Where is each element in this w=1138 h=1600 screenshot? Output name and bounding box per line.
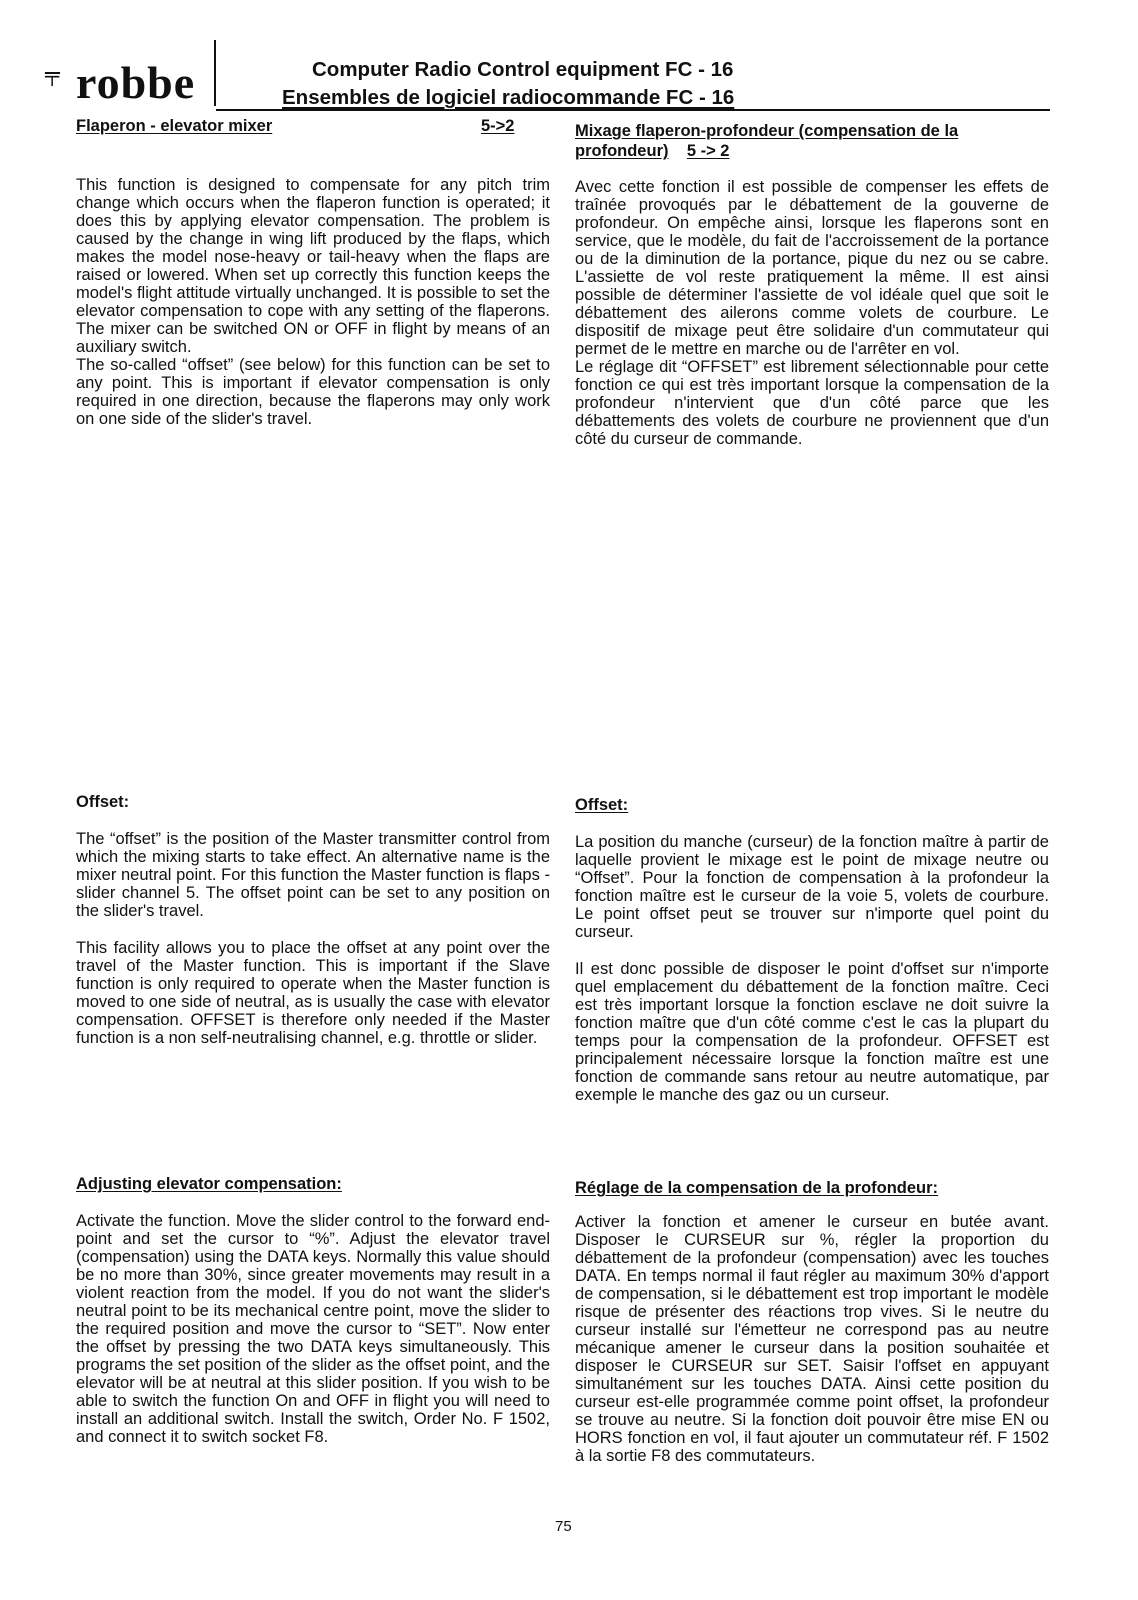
adjust-body-fr [575, 1213, 1049, 1465]
page-number: 75 [555, 1518, 572, 1535]
offset-para-en-2: This facility allows you to place the offset at any point over the travel of the Master function. This is important if the Slave function is only required to operate when the Master function is moved to one side of neutral, as is usually the case with elevator compensation. OFFSET is therefore only needed if the Master function is a non self-neutralising channel, e.g. throttle or slider. [76, 939, 550, 1047]
adjust-para-en: Activate the function. Move the slider control to the forward end-point and set the cursor to “%”. Adjust the elevator travel (compensation) using the DATA keys. Normally this value should be no more than 30%, since greater movements may result in a violent reaction from the model. If you do not want the slider's neutral point to be its mechanical centre point, move the slider to the required position and move the cursor to “SET”. Now enter the offset by pressing the two DATA keys simultaneously. This programs the set position of the slider as the offset point, and the elevator will be at neutral at this slider position. If you wish to be able to switch the function On and OFF in flight you will need to install an additional switch. Install the switch, Order No. F 1502, and connect it to switch socket F8. [76, 1212, 550, 1446]
section-heading-en: Flaperon - elevator mixer [76, 117, 273, 135]
header-rule [216, 109, 1050, 111]
offset-para-en-1: The “offset” is the position of the Master transmitter control from which the mixing starts to take effect. An alternative name is the mixer neutral point. For this function the Master function is flaps - slider channel 5. The offset point can be set to any position on the slider's travel. [76, 830, 550, 920]
section-code-fr: 5 -> 2 [686, 142, 730, 160]
section1-para-en-1: This function is designed to compensate for any pitch trim change which occurs when the flaperon function is operated; it does this by applying elevator compensation. The problem is caused by the change in wing lift produced by the flaps, which makes the model nose-heavy or tail-heavy when the flaps are raised or lowered. When set up correctly this function keeps the model's flight attitude virtually unchanged. It is possible to set the elevator compensation to cope with any setting of the flaperons. The mixer can be switched ON or OFF in flight by means of an auxiliary switch. [76, 176, 550, 356]
adjust-para-fr: Activer la fonction et amener le curseur en butée avant. Disposer le CURSEUR sur %, régler la proportion du débattement de la profondeur (compensation) avec les touches DATA. En temps normal il faut régler au maximum 30% d'apport de compensation, si le débattement est trop important le modèle risque de présenter des réactions trop vives. Si le neutre du curseur installé sur l'émetteur ne correspond pas au neutre mécanique amener le curseur dans la position souhaitée et disposer le CURSEUR sur SET. Saisir l'offset en appuyant simultanément sur les touches DATA. Ainsi cette position du curseur est-elle programmée comme point offset, la profondeur se trouve au neutre. Si la fonction doit pouvoir être mise EN ou HORS fonction en vol, il faut ajouter un commutateur réf. F 1502 à la sortie F8 des commutateurs. [575, 1213, 1049, 1465]
offset-body-fr [575, 833, 1049, 1104]
section-heading-fr-text: Mixage flaperon-profondeur (compensation de la profondeur) [575, 122, 959, 160]
header-title-fr: Ensembles de logiciel radiocommande FC - 16 [282, 86, 735, 109]
adjust-heading-en: Adjusting elevator compensation: [76, 1175, 342, 1193]
header-title-en: Computer Radio Control equipment FC - 16 [312, 58, 734, 81]
offset-para-fr-1: La position du manche (curseur) de la fonction maître à partir de laquelle provient le mixage est le point de mixage neutre ou “Offset”. Pour la fonction de compensation à la profondeur la fonction maître est le curseur de la voie 5, volets de courbure. Le point offset peut se trouver sur n'importe quel point du curseur. [575, 833, 1049, 941]
offset-heading-fr: Offset: [575, 796, 629, 814]
offset-heading-en: Offset: [76, 793, 130, 811]
offset-para-fr-2: Il est donc possible de disposer le point d'offset sur n'importe quel emplacement du débattement de la fonction maître. Ceci est très important lorsque la fonction esclave ne doit suivre la fonction maître que d'un côté comme c'est le cas la plupart du temps pour la compensation de la profondeur. OFFSET est principalement nécessaire lorsque la fonction maître est une fonction de commande sans retour au neutre automatique, par exemple le manche des gaz ou un curseur. [575, 960, 1049, 1104]
section1-body-fr [575, 178, 1049, 448]
section-heading-fr [575, 121, 1049, 161]
logo-text: robbe [76, 57, 196, 108]
adjust-body-en [76, 1212, 550, 1446]
header-divider [214, 40, 216, 106]
section1-para-fr-2: Le réglage dit “OFFSET” est librement sélectionnable pour cette fonction ce qui est très important lorsque la compensation de la profondeur n'intervient que d'un côté parce que les débattements des volets de courbure ne proviennent que d'un côté du curseur de commande. [575, 358, 1049, 448]
robbe-logo [44, 57, 216, 108]
section1-body-en [76, 176, 550, 428]
section1-para-fr-1: Avec cette fonction il est possible de compenser les effets de traînée provoqués par le débattement de la gouverne de profondeur. On empêche ainsi, lorsque les flaperons sont en service, que le modèle, du fait de l'accroissement de la portance ou de la diminution de la portance, pique du nez ou se cabre. L'assiette de vol reste pratiquement la même. Il est ainsi possible de déterminer l'assiette de vol idéale quel que soit le débattement des ailerons comme volets de courbure. Le dispositif de mixage peut être solidaire d'un commutateur qui permet de le mettre en marche ou de l'arrêter en vol. [575, 178, 1049, 358]
section1-para-en-2: The so-called “offset” (see below) for this function can be set to any point. This is important if elevator compensation is only required in one direction, because the flaperons may only work on one side of the slider's travel. [76, 356, 550, 428]
airplane-icon: ⫧ [44, 59, 61, 94]
adjust-heading-fr: Réglage de la compensation de la profondeur: [575, 1179, 939, 1197]
offset-body-en [76, 830, 550, 1047]
section-code-en: 5->2 [481, 117, 515, 135]
